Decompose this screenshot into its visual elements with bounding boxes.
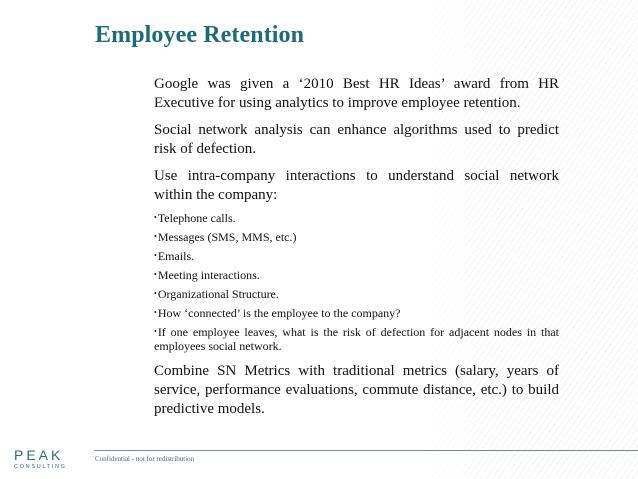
bullet-icon: • (154, 289, 157, 298)
list-item: •If one employee leaves, what is the risk of defection for adjacent nodes in that employees social network. (154, 325, 559, 353)
list-item: •Organizational Structure. (154, 287, 279, 301)
list-item: •How ‘connected’ is the employee to the company? (154, 306, 401, 320)
bullet-icon: • (154, 213, 157, 222)
bullet-icon: • (154, 327, 157, 336)
list-item: •Emails. (154, 249, 195, 263)
bullet-icon: • (154, 251, 157, 260)
paragraph-intra-company: Use intra-company interactions to understand social network within the company: (154, 168, 559, 203)
peak-consulting-logo (14, 448, 74, 470)
paragraph-sna: Social network analysis can enhance algorithms used to predict risk of defection. (154, 122, 559, 157)
slide-body (154, 75, 559, 427)
list-item: •Telephone calls. (154, 211, 236, 225)
bullet-list (154, 211, 559, 353)
list-item: •Meeting interactions. (154, 268, 260, 282)
paragraph-google-award: Google was given a ‘2010 Best HR Ideas’ award from HR Executive for using analytics to improve employee retention. (154, 76, 559, 111)
bullet-icon: • (154, 232, 157, 241)
logo-subtitle: CONSULTING (14, 464, 67, 470)
logo-wordmark: PEAK (14, 447, 64, 463)
bullet-icon: • (154, 270, 157, 279)
confidential-notice: Confidential - not for redistribution (95, 455, 195, 463)
slide-title: Employee Retention (95, 22, 305, 48)
list-item: •Messages (SMS, MMS, etc.) (154, 230, 297, 244)
paragraph-combine-metrics: Combine SN Metrics with traditional metrics (salary, years of service, performance evaluations, commute distance, etc.) to build predictive models. (154, 363, 559, 417)
bullet-icon: • (154, 308, 157, 317)
footer-divider (95, 450, 638, 451)
